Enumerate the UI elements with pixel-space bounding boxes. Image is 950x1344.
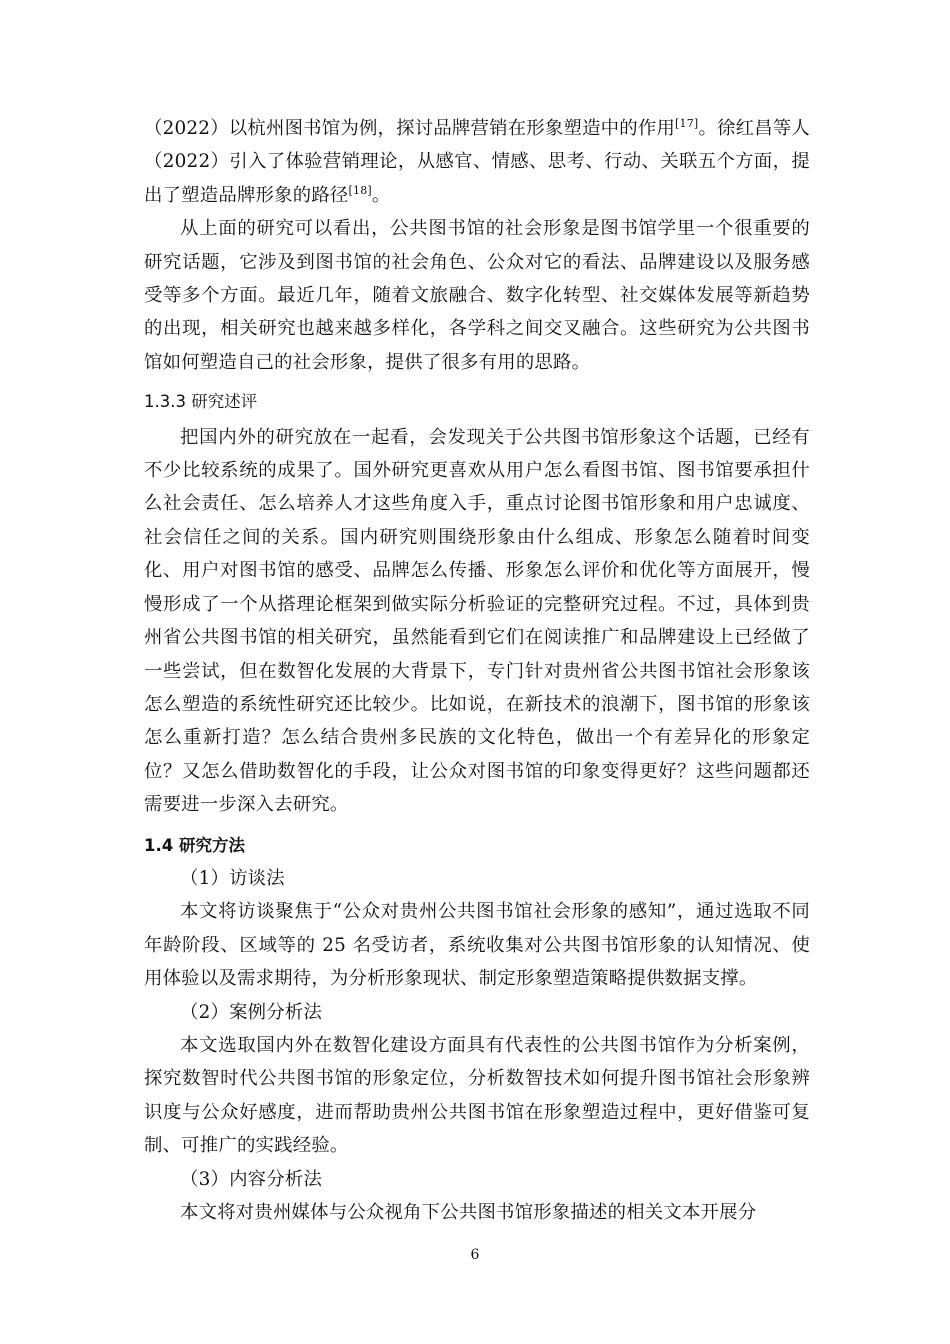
- paragraph-review: 把国内外的研究放在一起看，会发现关于公共图书馆形象这个话题，已经有不少比较系统的成果了。国外研究更喜欢从用户怎么看图书馆、图书馆要承担什么社会责任、怎么培养人才这些角度入手，重点讨论图书馆形象和用户忠诚度、社会信任之间的关系。国内研究则围绕形象由什么组成、形象怎么随着时间变化、用户对图书馆的感受、品牌怎么传播、形象怎么评价和优化等方面展开，慢慢形成了一个从搭理论框架到做实际分析验证的完整研究过程。不过，具体到贵州省公共图书馆的相关研究，虽然能看到它们在阅读推广和品牌建设上已经做了一些尝试，但在数智化发展的大背景下，专门针对贵州省公共图书馆社会形象该怎么塑造的系统性研究还比较少。比如说，在新技术的浪潮下，图书馆的形象该怎么重新打造？怎么结合贵州多民族的文化特色，做出一个有差异化的形象定位？又怎么借助数智化的手段，让公众对图书馆的印象变得更好？这些问题都还需要进一步深入去研究。: [144, 426, 810, 816]
- citation-18: [18]: [348, 183, 372, 197]
- page-number: 6: [470, 1247, 480, 1263]
- method-2-title: （2）案例分析法: [180, 1001, 323, 1023]
- method-1-text: 本文将访谈聚焦于“公众对贵州公共图书馆社会形象的感知”，通过选取不同年龄阶段、区域等的 25 名受访者，系统收集对公共图书馆形象的认知情况、使用体验以及需求期待，为分析形象现状、制定形象塑造策略提供数据支撑。: [144, 901, 810, 990]
- method-2-text: 本文选取国内外在数智化建设方面具有代表性的公共图书馆作为分析案例，探究数智时代公共图书馆的形象定位，分析数智技术如何提升图书馆社会形象辨识度与公众好感度，进而帮助贵州公共图书馆在形象塑造过程中，更好借鉴可复制、可推广的实践经验。: [144, 1034, 810, 1157]
- method-3-title: （3）内容分析法: [180, 1168, 323, 1190]
- method-3-text: 本文将对贵州媒体与公众视角下公共图书馆形象描述的相关文本开展分: [180, 1202, 757, 1223]
- paragraph-summary: 从上面的研究可以看出，公共图书馆的社会形象是图书馆学里一个很重要的研究话题，它涉及到图书馆的社会角色、公众对它的看法、品牌建设以及服务感受等多个方面。最近几年，随着文旅融合、数字化转型、社交媒体发展等新趋势的出现，相关研究也越来越多样化，各学科之间交叉融合。这些研究为公共图书馆如何塑造自己的社会形象，提供了很多有用的思路。: [144, 218, 810, 373]
- paragraph-literature-continued: [144, 112, 810, 212]
- paragraph-text: 。: [371, 184, 391, 206]
- citation-17: [17]: [675, 117, 699, 130]
- section-heading-1-4: 1.4 研究方法: [144, 835, 245, 855]
- paragraph-text: （2022）以杭州图书馆为例，探讨品牌营销在形象塑造中的作用: [144, 118, 676, 139]
- method-1-title: （1）访谈法: [180, 867, 285, 889]
- paragraph-text: 。徐红昌等人（2022）引入了体验营销理论，从感官、情感、思考、行动、关联五个方面，提出了塑造品牌形象的路径: [144, 118, 810, 206]
- section-heading-1-3-3: 1.3.3 研究述评: [144, 392, 258, 412]
- page-content: [144, 112, 810, 1229]
